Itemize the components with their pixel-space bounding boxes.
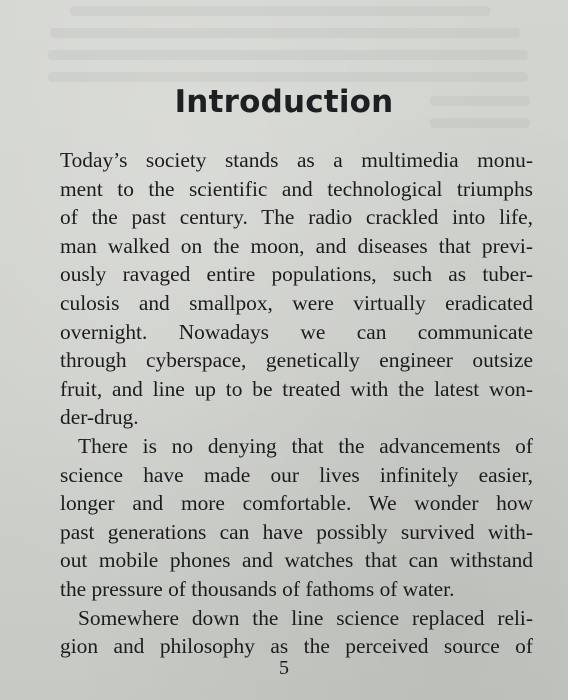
text-line: science have made our lives infinitely easier, <box>60 462 533 487</box>
text-line: ously ravaged entire populations, such as tuber- <box>60 262 533 287</box>
chapter-heading: Introduction <box>174 84 394 120</box>
text-line: of the past century. The radio crackled into life, <box>60 205 533 230</box>
text-line: culosis and smallpox, were virtually eradicated <box>60 290 533 315</box>
text-line: There is no denying that the advancements of <box>78 433 533 458</box>
text-line: ment to the scientific and technological triumphs <box>60 176 533 201</box>
text-line: longer and more comfortable. We wonder how <box>60 491 533 516</box>
paragraph-1 <box>60 146 533 432</box>
text-line: fruit, and line up to be treated with the latest won- <box>60 376 533 401</box>
paragraph-3 <box>60 604 533 661</box>
text-line: Somewhere down the line science replaced reli- <box>78 605 533 630</box>
text-line: gion and philosophy as the perceived source of <box>60 634 533 659</box>
text-line: overnight. Nowadays we can communicate <box>60 319 533 344</box>
page-number: 5 <box>279 657 289 679</box>
text-line: past generations can have possibly survived with- <box>60 519 533 544</box>
text-line: the pressure of thousands of fathoms of water. <box>60 576 455 601</box>
text-line: der-drug. <box>60 405 139 430</box>
text-line: out mobile phones and watches that can withstand <box>60 548 533 573</box>
paragraph-2 <box>60 432 533 604</box>
text-line: man walked on the moon, and diseases that previ- <box>60 233 533 258</box>
body-text <box>60 146 533 661</box>
text-line: through cyberspace, genetically engineer outsize <box>60 348 533 373</box>
text-line: Today’s society stands as a multimedia monu- <box>60 148 533 172</box>
